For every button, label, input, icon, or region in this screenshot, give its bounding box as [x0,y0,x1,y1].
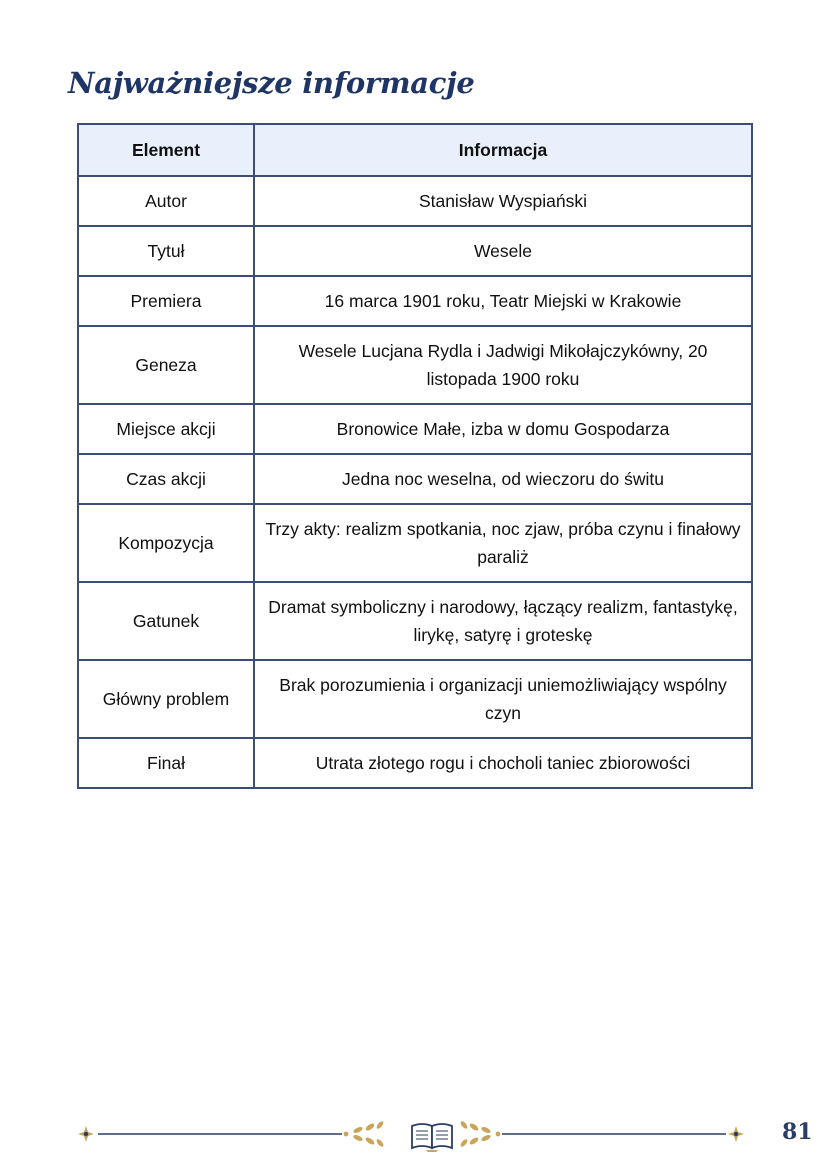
table-row [78,276,752,326]
row-value: Brak porozumienia i organizacji uniemożliwiający wspólny czyn [254,660,752,738]
row-label: Finał [78,738,254,788]
row-value: Wesele [254,226,752,276]
row-label: Miejsce akcji [78,404,254,454]
table-row [78,326,752,404]
table-row [78,176,752,226]
column-header-element: Element [78,124,254,176]
row-label: Czas akcji [78,454,254,504]
left-sparkle-icon [78,1126,94,1142]
right-sparkle-icon [728,1126,744,1142]
table-row [78,404,752,454]
row-value: Trzy akty: realizm spotkania, noc zjaw, próba czynu i finałowy paraliż [254,504,752,582]
row-value: Stanisław Wyspiański [254,176,752,226]
row-value: 16 marca 1901 roku, Teatr Miejski w Krakowie [254,276,752,326]
row-label: Premiera [78,276,254,326]
right-laurel-icon [459,1120,491,1148]
row-value: Dramat symboliczny i narodowy, łączący realizm, fantastykę, lirykę, satyrę i groteskę [254,582,752,660]
page-number: 81 [782,1119,813,1145]
table-row [78,226,752,276]
row-label: Gatunek [78,582,254,660]
row-value: Utrata złotego rogu i chocholi taniec zbiorowości [254,738,752,788]
left-laurel-icon [352,1120,384,1148]
row-value: Jedna noc weselna, od wieczoru do świtu [254,454,752,504]
open-book-icon [412,1124,452,1152]
row-label: Geneza [78,326,254,404]
row-value: Bronowice Małe, izba w domu Gospodarza [254,404,752,454]
table-row [78,738,752,788]
table-row [78,504,752,582]
table-row [78,660,752,738]
row-label: Główny problem [78,660,254,738]
footer-ornament-graphic [74,1112,750,1152]
table-header-row [78,124,752,176]
page-title: Najważniejsze informacje [68,66,475,100]
table-row [78,454,752,504]
row-label: Autor [78,176,254,226]
table-row [78,582,752,660]
row-label: Tytuł [78,226,254,276]
row-label: Kompozycja [78,504,254,582]
column-header-info: Informacja [254,124,752,176]
info-table [77,123,753,789]
footer-ornament [74,1112,750,1152]
row-value: Wesele Lucjana Rydla i Jadwigi Mikołajczykówny, 20 listopada 1900 roku [254,326,752,404]
